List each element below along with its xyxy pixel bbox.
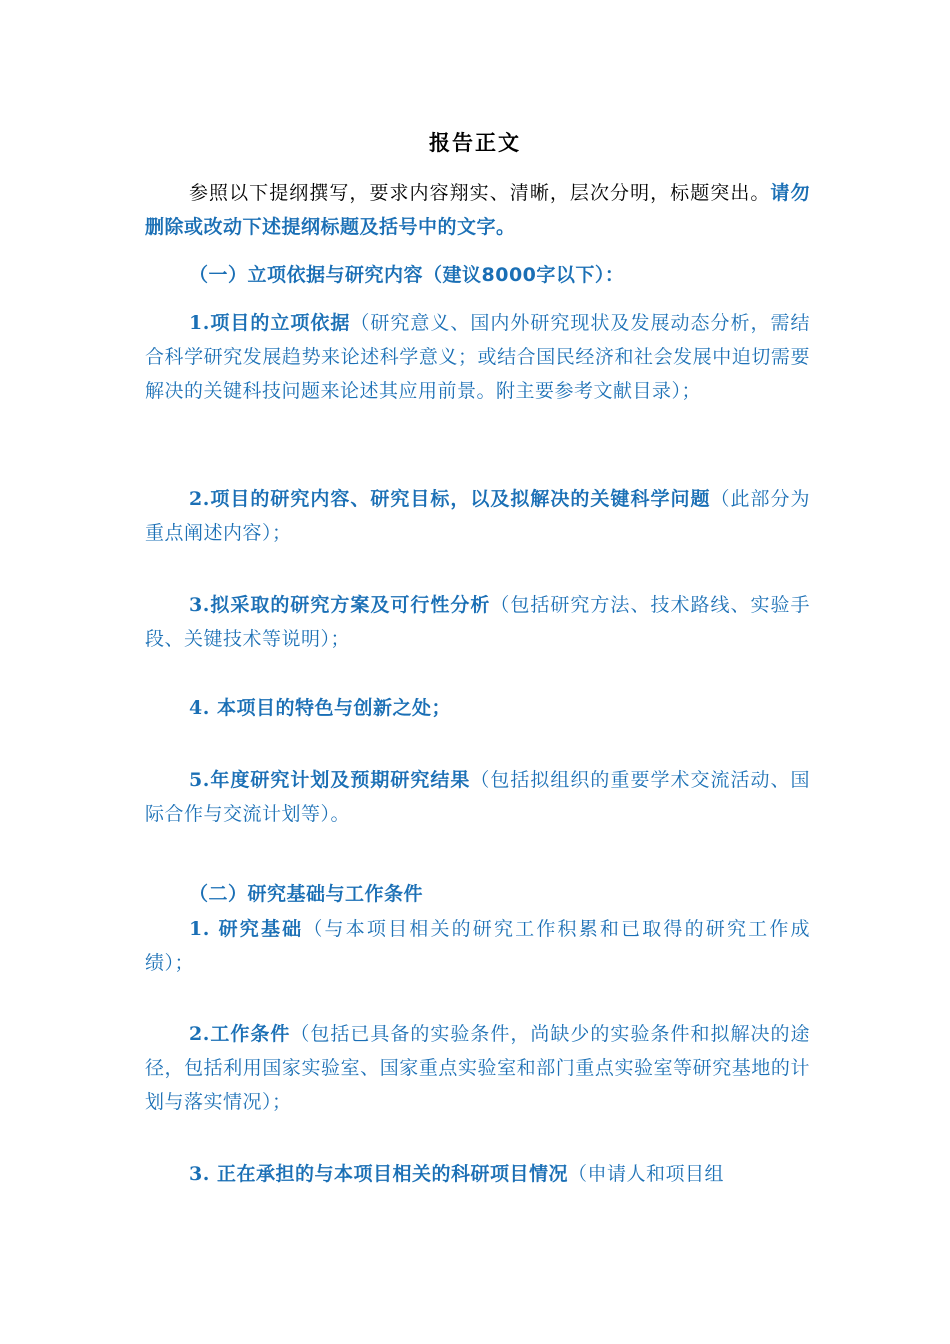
section-1-item-5 [145, 763, 810, 831]
intro-instruction [145, 176, 810, 244]
item-note: （包括研究方法、技术路线、实验手段、关键技术等说明）； [145, 594, 810, 650]
item-note: （申请人和项目组 [567, 1163, 724, 1185]
section-1-item-3 [145, 588, 810, 656]
section-2-heading: （二）研究基础与工作条件 [189, 883, 424, 905]
section-1-item-2 [145, 482, 810, 550]
section-2-item-2 [145, 1017, 810, 1119]
item-heading: 1.项目的立项依据 [189, 312, 351, 334]
item-heading: 4. 本项目的特色与创新之处； [189, 697, 451, 719]
item-heading: 5.年度研究计划及预期研究结果 [189, 769, 471, 791]
item-note: （包括已具备的实验条件，尚缺少的实验条件和拟解决的途径，包括利用国家实验室、国家重点实验室和部门重点实验室等研究基地的计划与落实情况）； [145, 1023, 810, 1113]
item-heading: 2.项目的研究内容、研究目标，以及拟解决的关键科学问题 [189, 488, 711, 510]
item-note: （研究意义、国内外研究现状及发展动态分析，需结合科学研究发展趋势来论述科学意义；或结合国民经济和社会发展中迫切需要解决的关键科技问题来论述其应用前景。附主要参考文献目录）； [145, 312, 810, 402]
item-heading: 2.工作条件 [189, 1023, 291, 1045]
item-note: （与本项目相关的研究工作积累和已取得的研究工作成绩）； [145, 918, 810, 974]
page-title: 报告正文 [429, 130, 521, 155]
item-heading: 3.拟采取的研究方案及可行性分析 [189, 594, 491, 616]
item-note: （包括拟组织的重要学术交流活动、国际合作与交流计划等）。 [145, 769, 810, 825]
section-1-item-1 [145, 306, 810, 408]
section-2-item-1 [145, 912, 810, 980]
item-heading: 1. 研究基础 [189, 918, 304, 940]
section-1-item-4 [145, 691, 810, 725]
item-note: （此部分为重点阐述内容）； [145, 488, 810, 544]
section-2-item-3 [145, 1157, 810, 1191]
intro-line-2-warning: 请勿删除或改动下述提纲标题及括号中的文字。 [145, 182, 810, 238]
item-heading: 3. 正在承担的与本项目相关的科研项目情况 [189, 1163, 568, 1185]
intro-line-1: 参照以下提纲撰写，要求内容翔实、清晰，层次分明，标题突出。 [189, 182, 771, 204]
section-1-heading: （一）立项依据与研究内容（建议8000字以下）： [189, 264, 625, 286]
